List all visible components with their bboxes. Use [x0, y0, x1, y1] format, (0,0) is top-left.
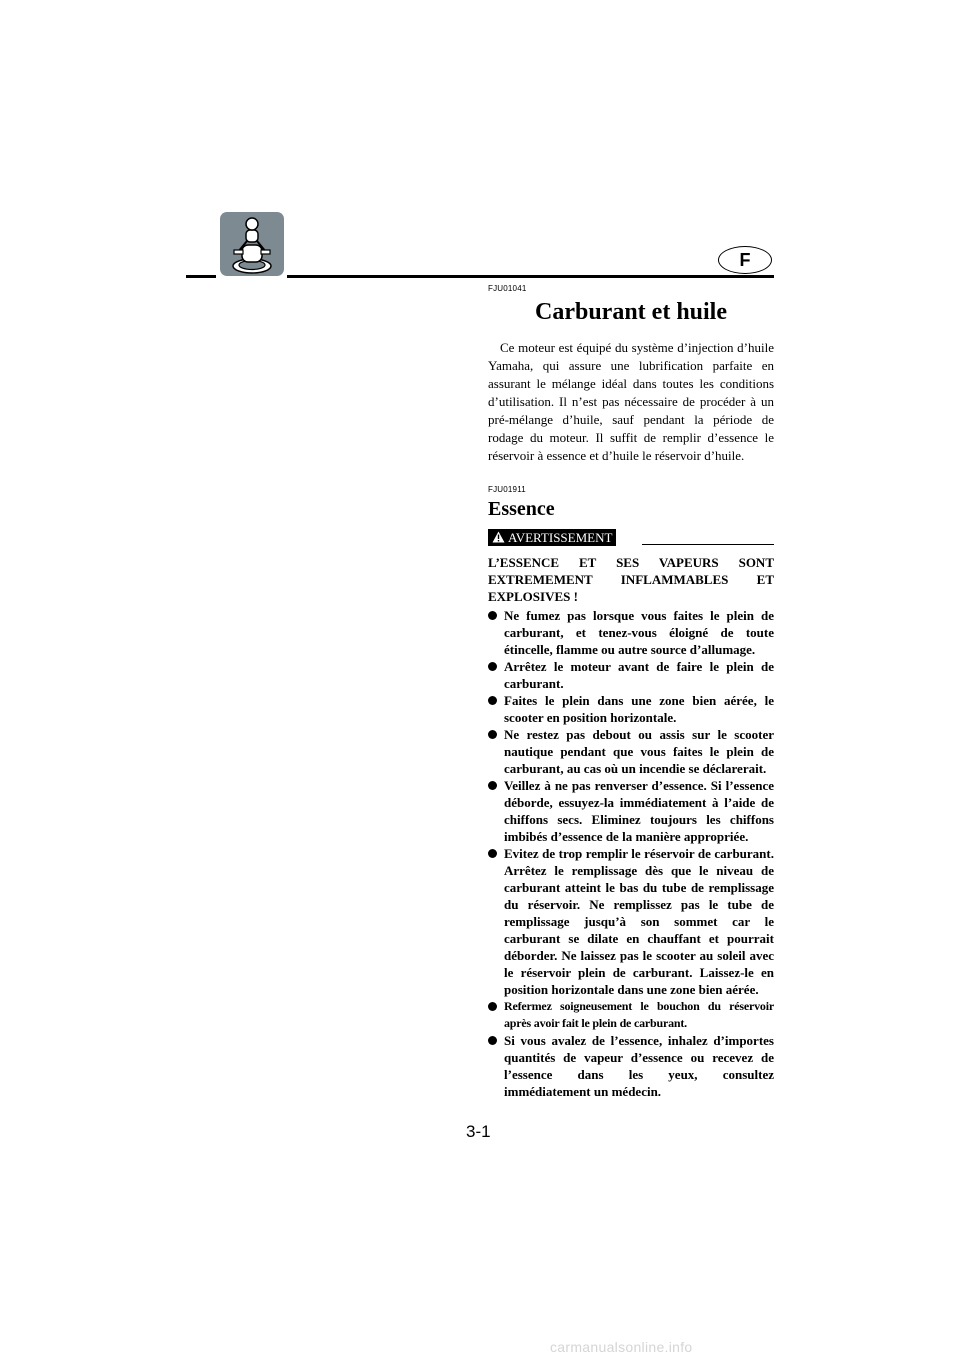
list-item — [488, 998, 774, 1032]
header-rule-left — [186, 275, 216, 278]
list-item — [488, 1032, 774, 1100]
list-item — [488, 845, 774, 998]
content-column — [488, 284, 774, 1100]
list-item-text: Veillez à ne pas renverser d’essence. Si l’essence déborde, essuyez-la immédiatement à l’aide de chiffons secs. Eliminez toujours les chiffons imbibés d’essence de la manière appropriée. — [504, 778, 774, 844]
footer-watermark: carmanualsonline.info — [550, 1339, 693, 1355]
header-rule-right — [287, 275, 774, 278]
list-item-text: Faites le plein dans une zone bien aérée, le scooter en position horizontale. — [504, 693, 774, 725]
list-item-text: Ne restez pas debout ou assis sur le scooter nautique pendant que vous faites le plein de carburant, au cas où un incendie se déclarerait. — [504, 727, 774, 776]
list-item — [488, 607, 774, 658]
personal-watercraft-rider-icon — [220, 212, 284, 276]
warning-label-text: AVERTISSEMENT — [508, 529, 613, 545]
section-intro: Ce moteur est équipé du système d’injection d’huile Yamaha, qui assure une lubrification parfaite en assurant le mélange idéal dans toutes les conditions d’utilisation. Il n’est pas nécessaire de procéder à un pré-mélange d’huile, sauf pendant la période de rodage du moteur. Il suffit de remplir d’essence le réservoir à essence et d’huile le réservoir d’huile. — [488, 340, 774, 463]
bullet-icon — [488, 1036, 497, 1045]
warning-lead: L’ESSENCE ET SES VAPEURS SONT EXTREMEMENT INFLAMMABLES ET EXPLOSIVES ! — [488, 555, 774, 604]
warning-rule — [642, 544, 774, 545]
list-item — [488, 658, 774, 692]
list-item-text: Ne fumez pas lorsque vous faites le plein de carburant, et tenez-vous éloigné de toute étincelle, flamme ou autre source d’allumage. — [504, 608, 774, 657]
bullet-icon — [488, 611, 497, 620]
warning-list — [488, 607, 774, 1100]
section-code: FJU01041 — [488, 284, 527, 293]
subsection-code: FJU01911 — [488, 485, 526, 494]
list-item — [488, 777, 774, 845]
bullet-icon — [488, 696, 497, 705]
bullet-icon — [488, 849, 497, 858]
warning-header — [488, 526, 774, 548]
warning-triangle-icon — [492, 531, 505, 543]
bullet-icon — [488, 781, 497, 790]
chapter-icon — [220, 212, 284, 276]
bullet-icon — [488, 1002, 497, 1011]
subsection-title: Essence — [488, 498, 555, 520]
list-item-text: Si vous avalez de l’essence, inhalez d’importes quantités de vapeur d’essence ou recevez de l’essence dans les yeux, consultez immédiatement un médecin. — [504, 1033, 774, 1099]
language-badge: F — [718, 246, 772, 274]
warning-label — [488, 529, 616, 546]
list-item — [488, 726, 774, 777]
bullet-icon — [488, 662, 497, 671]
section-title: Carburant et huile — [535, 299, 727, 325]
list-item — [488, 692, 774, 726]
list-item-text: Evitez de trop remplir le réservoir de carburant. Arrêtez le remplissage dès que le niveau de carburant atteint le bas du tube de remplissage du réservoir. Ne remplissez pas le tube de remplissage jusqu’à son sommet car le carburant se dilate en chauffant et pourrait déborder. Ne laissez pas le scooter au soleil avec le réservoir plein de carburant. Laissez-le en position horizontale dans une zone bien aérée. — [504, 846, 774, 997]
bullet-icon — [488, 730, 497, 739]
list-item-text: Arrêtez le moteur avant de faire le plein de carburant. — [504, 659, 774, 691]
list-item-text: Refermez soigneusement le bouchon du réservoir après avoir fait le plein de carburant. — [504, 999, 774, 1030]
page-number: 3-1 — [466, 1122, 491, 1141]
